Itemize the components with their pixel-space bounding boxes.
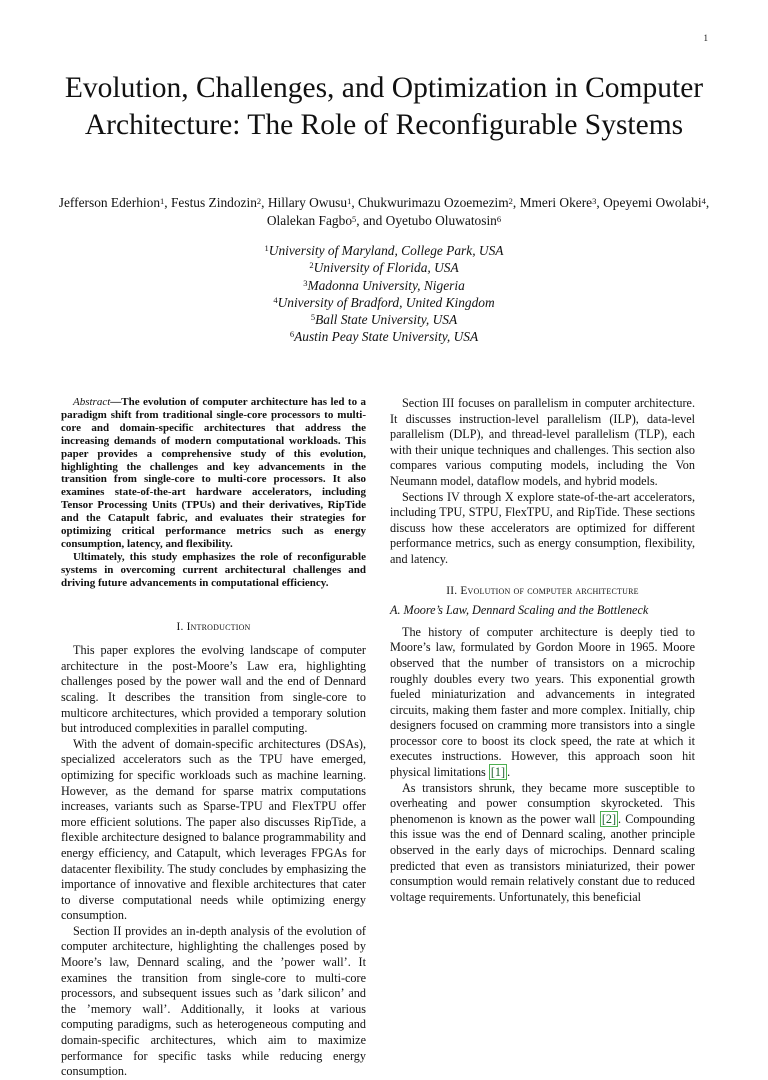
author: Oyetubo Oluwatosin$^6$ [385, 213, 502, 228]
page-number: 1 [703, 33, 708, 43]
affiliation-list [84, 242, 684, 346]
affiliation: $^1$University of Maryland, College Park, USA [264, 243, 504, 258]
author: Hillary Owusu$^1$ [267, 195, 352, 210]
author: Mmeri Okere$^3$ [519, 195, 597, 210]
affiliation: $^3$Madonna University, Nigeria [303, 277, 465, 293]
body-paragraph: Section III focuses on parallelism in computer architecture. It discusses instruction-level parallelism (ILP), data-level parallelism (DLP), and thread-level parallelism (TLP), each with their unique techniques and challenges. This section also compares various computing models, including the Von Neumann model, dataflow models, and hybrid models. [390, 396, 695, 488]
abstract-paragraph: Ultimately, this study emphasizes the role of reconfigurable systems in overcoming current architectural challenges and driving future advancements in computational efficiency. [61, 550, 366, 589]
author: Opeyemi Owolabi$^4$ [603, 195, 706, 210]
affiliation: $^4$University of Bradford, United Kingdom [273, 294, 495, 310]
body-paragraph: Section II provides an in-depth analysis of the evolution of computer architecture, highlighting the challenges posed by Moore’s law, Dennard scaling, and the ’power wall’. It examines the transition from single-core to multi-core processors, and subsequent issues such as ’dark silicon’ and the ’memory wall’. Additionally, it looks at various computing paradigms, such as heterogeneous computing and domain-specific architectures, which aim to maximize performance for specific tasks while reducing energy consumption. [61, 923, 366, 1079]
paper-title: Evolution, Challenges, and Optimization in Computer Architecture: The Role of Reconfigurable Systems [64, 72, 704, 141]
body-paragraph: This paper explores the evolving landscape of computer architecture in the post-Moore’s Law era, highlighting challenges posed by the power wall and the end of Dennard scaling. It describes the transition from single-core to multicore architectures, which provided a temporary solution but introduced complexities in parallel computing. [61, 643, 366, 736]
subsection-heading: A. Moore’s Law, Dennard Scaling and the Bottleneck [390, 603, 649, 618]
author: Jefferson Ederhion$^1$ [58, 195, 165, 210]
section-heading: II. Evolution of computer architecture [446, 584, 639, 597]
citation-link[interactable]: [2] [601, 811, 617, 826]
affiliation: $^2$University of Florida, USA [309, 260, 459, 276]
author: Chukwurimazu Ozoemezim$^2$ [358, 195, 513, 210]
abstract-label: Abstract [73, 396, 111, 408]
body-paragraph: The history of computer architecture is deeply tied to Moore’s law, formulated by Gordon Moore in 1965. Moore observed that the number of transistors on a microchip roughly doubles every two years. This exponential growth fueled miniaturization and advancements in integrated circuits, making them faster and more complex. Initially, chip designers focused on cramming more transistors into a single processor core to boost its clock speed, the rate at which it executes instructions. However, this approach soon hit physical limitations [1] . [390, 624, 695, 780]
left-column [61, 396, 366, 1080]
author: Festus Zindozin$^2$ [170, 195, 262, 210]
affiliation: $^6$Austin Peay State University, USA [289, 329, 479, 345]
author: Olalekan Fagbo$^5$ [266, 213, 357, 228]
right-column [390, 396, 695, 905]
abstract [61, 396, 366, 590]
body-paragraph: Sections IV through X explore state-of-the-art accelerators, including TPU, STPU, FlexTPU, and RipTide. These sections discuss how these accelerators are optimized for different performance metrics, such as energy consumption, flexibility, and latency. [390, 489, 695, 566]
author-list: Jefferson Ederhion$^1$, Festus Zindozin$^2$, Hillary Owusu$^1$, Chukwurimazu Ozoemezim$^2$, Mmeri Okere$^3$, Opeyemi Owolabi$^4$, Olalekan Fagbo$^5$, and Oyetubo Oluwatosin$^6$ [58, 195, 710, 228]
citation-link[interactable]: [1] [490, 765, 506, 780]
body-paragraph: As transistors shrunk, they became more susceptible to overheating and power consumption skyrocketed. This phenomenon is known as the power wall [2] . Compounding this issue was the end of Dennard scaling, another principle observed in the early days of microchips. Dennard scaling predicted that even as transistors miniaturized, their power consumption would remain relatively constant due to reduced voltage requirements. Unfortunately, this beneficial [390, 780, 695, 904]
body-paragraph: With the advent of domain-specific architectures (DSAs), specialized accelerators such as the TPU have emerged, optimizing for specific workloads such as machine learning. However, as the demand for sparse matrix computations increases, variants such as Sparse-TPU and FlexTPU offer more efficient solutions. The paper also discusses RipTide, a flexible architecture designed to balance programmability and energy efficiency, and Catapult, which leverages FPGAs for datacenter flexibility. The study concludes by emphasizing the importance of innovative and flexible architectures that cater to diverse computational needs while optimizing energy consumption. [61, 736, 366, 923]
abstract-paragraph: Abstract—The evolution of computer architecture has led to a paradigm shift from traditional single-core processors to multi-core and domain-specific architectures that address the increasing demands of modern computational workloads. This paper provides a comprehensive study of this evolution, highlighting the challenges and key advancements in the transition from single-core to multi-core processors. It also examines state-of-the-art hardware accelerators, including Tensor Processing Units (TPUs) and their derivatives, RipTide and the Catapult fabric, and evaluates their strategies for optimizing critical performance metrics such as energy consumption, latency, and flexibility. [61, 396, 366, 550]
section-heading: I. Introduction [176, 620, 251, 633]
affiliation: $^5$Ball State University, USA [310, 312, 458, 328]
